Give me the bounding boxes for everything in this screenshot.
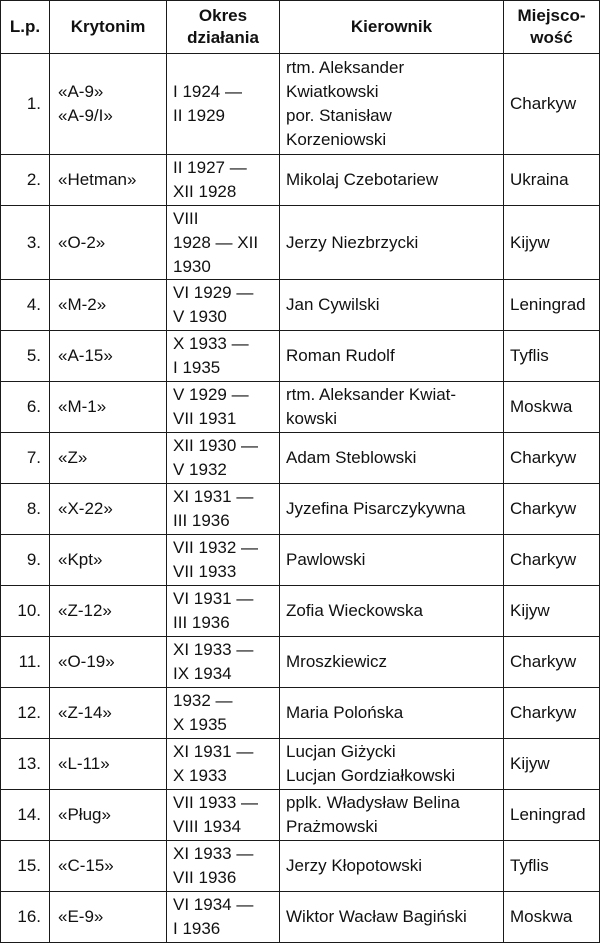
cell-krytonim: «Z-14» — [50, 688, 167, 739]
cell-okres: VI 1934 — I 1936 — [167, 892, 280, 943]
cell-krytonim: «A-9» «A-9/I» — [50, 54, 167, 155]
cell-lp: 16. — [1, 892, 50, 943]
cell-miejscowosc: Charkyw — [504, 637, 600, 688]
table-row — [1, 586, 600, 637]
table-row — [1, 382, 600, 433]
table-row — [1, 739, 600, 790]
cell-kierownik: Zofia Wieckowska — [280, 586, 504, 637]
cell-okres: V 1929 — VII 1931 — [167, 382, 280, 433]
cell-okres: VII 1932 — VII 1933 — [167, 535, 280, 586]
cell-miejscowosc: Charkyw — [504, 54, 600, 155]
table-row — [1, 688, 600, 739]
cell-miejscowosc: Tyflis — [504, 841, 600, 892]
cell-okres: 1932 — X 1935 — [167, 688, 280, 739]
cell-okres: VI 1929 — V 1930 — [167, 280, 280, 331]
cell-lp: 5. — [1, 331, 50, 382]
cell-miejscowosc: Kijyw — [504, 206, 600, 280]
cell-kierownik: Lucjan Giżycki Lucjan Gordziałkowski — [280, 739, 504, 790]
cell-kierownik: rtm. Aleksander Kwiat- kowski — [280, 382, 504, 433]
cell-okres: I 1924 — II 1929 — [167, 54, 280, 155]
cell-lp: 14. — [1, 790, 50, 841]
cell-lp: 8. — [1, 484, 50, 535]
cell-okres: II 1927 — XII 1928 — [167, 155, 280, 206]
cell-krytonim: «O-2» — [50, 206, 167, 280]
cell-okres: XI 1933 — IX 1934 — [167, 637, 280, 688]
cell-kierownik: pplk. Władysław Belina Prażmowski — [280, 790, 504, 841]
cell-okres: VI 1931 — III 1936 — [167, 586, 280, 637]
cell-krytonim: «Pług» — [50, 790, 167, 841]
cell-lp: 15. — [1, 841, 50, 892]
cell-miejscowosc: Leningrad — [504, 280, 600, 331]
cell-miejscowosc: Moskwa — [504, 892, 600, 943]
table-row — [1, 892, 600, 943]
table-row — [1, 841, 600, 892]
cell-krytonim: «Z» — [50, 433, 167, 484]
cell-miejscowosc: Moskwa — [504, 382, 600, 433]
cell-lp: 2. — [1, 155, 50, 206]
cell-miejscowosc: Ukraina — [504, 155, 600, 206]
cell-kierownik: Mroszkiewicz — [280, 637, 504, 688]
cell-okres: XI 1933 — VII 1936 — [167, 841, 280, 892]
cell-krytonim: «X-22» — [50, 484, 167, 535]
cell-okres: VIII 1928 — XII 1930 — [167, 206, 280, 280]
header-miejscowosc: Miejsco- wość — [504, 1, 600, 54]
cell-krytonim: «L-11» — [50, 739, 167, 790]
table-row — [1, 155, 600, 206]
cell-kierownik: Wiktor Wacław Bagiński — [280, 892, 504, 943]
cell-lp: 1. — [1, 54, 50, 155]
cell-lp: 9. — [1, 535, 50, 586]
cell-lp: 6. — [1, 382, 50, 433]
header-okres: Okres działania — [167, 1, 280, 54]
cell-kierownik: Pawlowski — [280, 535, 504, 586]
cell-kierownik: Jerzy Niezbrzycki — [280, 206, 504, 280]
cell-lp: 13. — [1, 739, 50, 790]
cell-miejscowosc: Tyflis — [504, 331, 600, 382]
cell-lp: 7. — [1, 433, 50, 484]
header-kierownik: Kierownik — [280, 1, 504, 54]
cell-miejscowosc: Kijyw — [504, 739, 600, 790]
cell-kierownik: Adam Steblowski — [280, 433, 504, 484]
cell-kierownik: Maria Polońska — [280, 688, 504, 739]
cell-kierownik: Roman Rudolf — [280, 331, 504, 382]
cell-kierownik: Mikolaj Czebotariew — [280, 155, 504, 206]
cell-kierownik: Jyzefina Pisarczykywna — [280, 484, 504, 535]
cell-krytonim: «A-15» — [50, 331, 167, 382]
cell-krytonim: «M-2» — [50, 280, 167, 331]
cell-lp: 11. — [1, 637, 50, 688]
cell-krytonim: «Hetman» — [50, 155, 167, 206]
cell-krytonim: «Kpt» — [50, 535, 167, 586]
cell-lp: 4. — [1, 280, 50, 331]
cell-miejscowosc: Charkyw — [504, 535, 600, 586]
cell-miejscowosc: Charkyw — [504, 688, 600, 739]
table-row — [1, 637, 600, 688]
cell-okres: XI 1931 — III 1936 — [167, 484, 280, 535]
cell-miejscowosc: Kijyw — [504, 586, 600, 637]
cell-lp: 10. — [1, 586, 50, 637]
cell-krytonim: «E-9» — [50, 892, 167, 943]
table-row — [1, 206, 600, 280]
cell-okres: XII 1930 — V 1932 — [167, 433, 280, 484]
table-row — [1, 790, 600, 841]
table-row — [1, 484, 600, 535]
table-row — [1, 280, 600, 331]
cell-kierownik: Jerzy Kłopotowski — [280, 841, 504, 892]
table-row — [1, 331, 600, 382]
cell-krytonim: «M-1» — [50, 382, 167, 433]
table-row — [1, 433, 600, 484]
header-row — [1, 1, 600, 54]
cell-kierownik: Jan Cywilski — [280, 280, 504, 331]
cell-krytonim: «O-19» — [50, 637, 167, 688]
cell-lp: 12. — [1, 688, 50, 739]
table-row — [1, 54, 600, 155]
cell-krytonim: «Z-12» — [50, 586, 167, 637]
header-krytonim: Krytonim — [50, 1, 167, 54]
header-lp: L.p. — [1, 1, 50, 54]
cell-okres: XI 1931 — X 1933 — [167, 739, 280, 790]
cell-miejscowosc: Leningrad — [504, 790, 600, 841]
cell-krytonim: «C-15» — [50, 841, 167, 892]
cell-miejscowosc: Charkyw — [504, 433, 600, 484]
table-row — [1, 535, 600, 586]
cell-okres: VII 1933 — VIII 1934 — [167, 790, 280, 841]
cell-okres: X 1933 — I 1935 — [167, 331, 280, 382]
cell-miejscowosc: Charkyw — [504, 484, 600, 535]
cell-kierownik: rtm. Aleksander Kwiatkowski por. Stanisław Korzeniowski — [280, 54, 504, 155]
cell-lp: 3. — [1, 206, 50, 280]
